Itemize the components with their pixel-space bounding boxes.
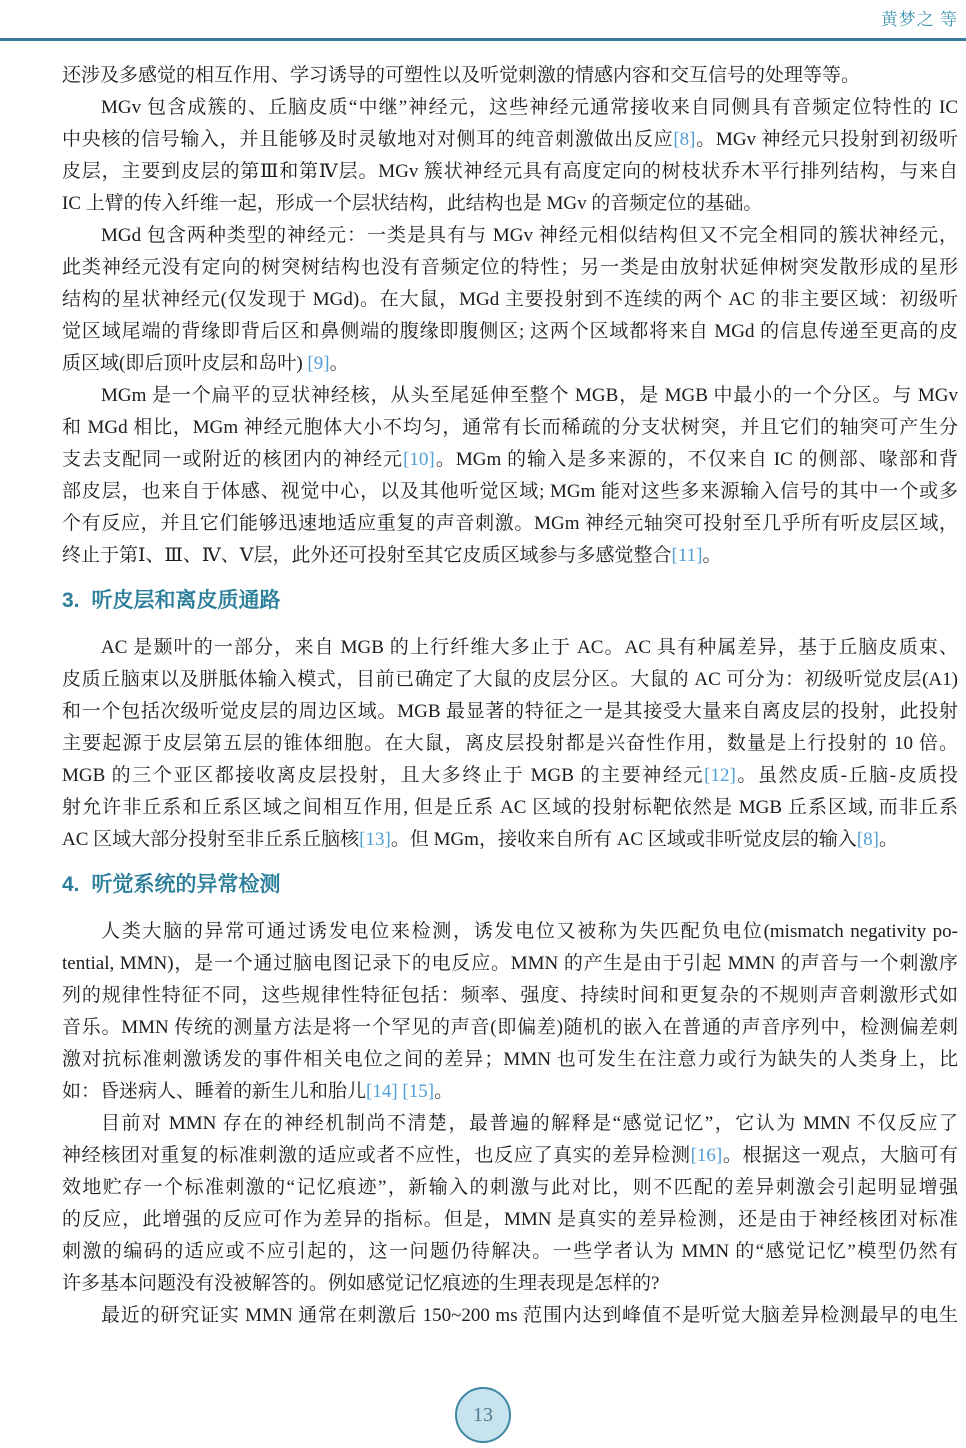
header-rule [0, 38, 966, 41]
text-line: AC 区域大部分投射至非丘系丘脑核[13]。但 MGm，接收来自所有 AC 区域或非听觉皮层的输入[8]。 [62, 829, 899, 850]
section-title: 听皮层和离皮质通路 [91, 589, 281, 612]
section-heading [62, 585, 958, 617]
page-number-badge [455, 1387, 511, 1443]
text-line: 激对抗标准刺激诱发的事件相关电位之间的差异；MMN 也可发生在注意力或行为缺失的人类身上，比 [62, 1049, 958, 1070]
text-line: 质区域(即后顶叶皮层和岛叶) [9]。 [62, 353, 349, 374]
text-line: 觉区域尾端的背缘即背后区和鼻侧端的腹缘即腹侧区; 这两个区域都将来自 MGd 的信息传递至更高的皮 [62, 321, 958, 342]
text-line: MGm 是一个扁平的豆状神经核，从头至尾延伸至整个 MGB，是 MGB 中最小的一个分区。与 MGv [101, 385, 958, 406]
text-line: MGB 的三个亚区都接收离皮层投射，且大多终止于 MGB 的主要神经元[12]。虽然皮质‐丘脑‐皮质投 [62, 765, 958, 786]
text-line: 列的规律性特征不同，这些规律性特征包括：频率、强度、持续时间和更复杂的不规则声音刺激形式如 [62, 985, 958, 1006]
text-line: 部皮层，也来自于体感、视觉中心，以及其他听觉区域; MGm 能对这些多来源输入信号的其中一个或多 [62, 481, 958, 502]
text-line: 中央核的信号输入，并且能够及时灵敏地对对侧耳的纯音刺激做出反应[8]。MGv 神经元只投射到初级听 [62, 129, 958, 150]
citation-ref[interactable]: [8] [673, 129, 696, 150]
citation-ref[interactable]: [11] [671, 545, 703, 566]
text-line: 神经核团对重复的标准刺激的适应或者不应性，也反应了真实的差异检测[16]。根据这一观点，大脑可有 [62, 1145, 958, 1166]
text-line: 最近的研究证实 MMN 通常在刺激后 150~200 ms 范围内达到峰值不是听觉大脑差异检测最早的电生 [101, 1305, 958, 1326]
text-line: AC 是颞叶的一部分，来自 MGB 的上行纤维大多止于 AC。AC 具有种属差异，基于丘脑皮质束、 [101, 637, 958, 658]
text-line: 还涉及多感觉的相互作用、学习诱导的可塑性以及听觉刺激的情感内容和交互信号的处理等等。 [62, 65, 861, 86]
text-line: MGd 包含两种类型的神经元：一类是具有与 MGv 神经元相似结构但又不完全相同的簇状神经元， [101, 225, 958, 246]
text-line: 刺激的编码的适应或不应引起的，这一问题仍待解决。一些学者认为 MMN 的“感觉记忆”模型仍然有 [62, 1241, 958, 1262]
text-line: 终止于第Ⅰ、Ⅲ、Ⅳ、Ⅴ层，此外还可投射至其它皮质区域参与多感觉整合[11]。 [62, 545, 722, 566]
citation-ref[interactable]: [14] [366, 1081, 398, 1102]
text-line: 射允许非丘系和丘系区域之间相互作用, 但是丘系 AC 区域的投射标靶依然是 MGB 丘系区域, 而非丘系 [62, 797, 958, 818]
text-line: 的反应，此增强的反应可作为差异的指标。但是，MMN 是真实的差异检测，还是由于神经核团对标准 [62, 1209, 958, 1230]
text-line: 此类神经元没有定向的树突树结构也没有音频定位的特性；另一类是由放射状延伸树突发散形成的星形 [62, 257, 958, 278]
text-line: 音乐。MMN 传统的测量方法是将一个罕见的声音(即偏差)随机的嵌入在普通的声音序列中，检测偏差刺 [62, 1017, 958, 1038]
text-line: 效地贮存一个标准刺激的“记忆痕迹”，新输入的刺激与此对比，则不匹配的差异刺激会引起明显增强 [62, 1177, 958, 1198]
text-line: 皮层，主要到皮层的第Ⅲ和第Ⅳ层。MGv 簇状神经元具有高度定向的树枝状乔木平行排列结构，与来自 [62, 161, 958, 182]
section-number: 3. [62, 589, 80, 612]
citation-ref[interactable]: [13] [359, 829, 391, 850]
page-number: 13 [473, 1403, 493, 1426]
text-line: 支去支配同一或附近的核团内的神经元[10]。MGm 的输入是多来源的，不仅来自 IC 的侧部、喙部和背 [62, 449, 958, 470]
section-number: 4. [62, 873, 80, 896]
text-line: 人类大脑的异常可通过诱发电位来检测，诱发电位又被称为失匹配负电位(mismatch negativity po- [101, 921, 958, 942]
running-head-author: 黄梦之 等 [880, 10, 958, 29]
text-line: tential, MMN)，是一个通过脑电图记录下的电反应。MMN 的产生是由于引起 MMN 的声音与一个刺激序 [62, 953, 958, 974]
citation-ref[interactable]: [8] [856, 829, 880, 850]
text-line: 如：昏迷病人、睡着的新生儿和胎儿[14] [15]。 [62, 1081, 454, 1102]
text-line: 许多基本问题没有没被解答的。例如感觉记忆痕迹的生理表现是怎样的? [62, 1273, 660, 1294]
text-line: 结构的星状神经元(仅发现于 MGd)。在大鼠，MGd 主要投射到不连续的两个 AC 的非主要区域：初级听 [62, 289, 958, 310]
text-line: IC 上臂的传入纤维一起，形成一个层状结构，此结构也是 MGv 的音频定位的基础。 [62, 193, 763, 214]
section-title: 听觉系统的异常检测 [91, 873, 281, 896]
text-line: 和 MGd 相比，MGm 神经元胞体大小不均匀，通常有长而稀疏的分支状树突，并且它们的轴突可产生分 [62, 417, 958, 438]
text-line: MGv 包含成簇的、丘脑皮质“中继”神经元，这些神经元通常接收来自同侧具有音频定位特性的 IC [101, 97, 958, 118]
citation-ref[interactable]: [9] [307, 353, 330, 374]
text-line: 和一个包括次级听觉皮层的周边区域。MGB 最显著的特征之一是其接受大量来自离皮层的投射，此投射 [62, 701, 958, 722]
text-line: 主要起源于皮层第五层的锥体细胞。在大鼠，离皮层投射都是兴奋性作用，数量是上行投射的 10 倍。 [62, 733, 958, 754]
citation-ref[interactable]: [10] [403, 449, 435, 470]
text-line: 个有反应，并且它们能够迅速地适应重复的声音刺激。MGm 神经元轴突可投射至几乎所有听皮层区域， [62, 513, 958, 534]
article-body [62, 60, 958, 1332]
citation-ref[interactable]: [16] [690, 1145, 723, 1166]
text-line: 目前对 MMN 存在的神经机制尚不清楚，最普遍的解释是“感觉记忆”，它认为 MMN 不仅反应了 [101, 1113, 958, 1134]
citation-ref[interactable]: [15] [402, 1081, 435, 1102]
section-heading [62, 869, 958, 901]
text-line: 皮质丘脑束以及胼胝体输入模式，目前已确定了大鼠的皮层分区。大鼠的 AC 可分为：初级听觉皮层(A1) [62, 669, 958, 690]
citation-ref[interactable]: [12] [704, 765, 736, 786]
